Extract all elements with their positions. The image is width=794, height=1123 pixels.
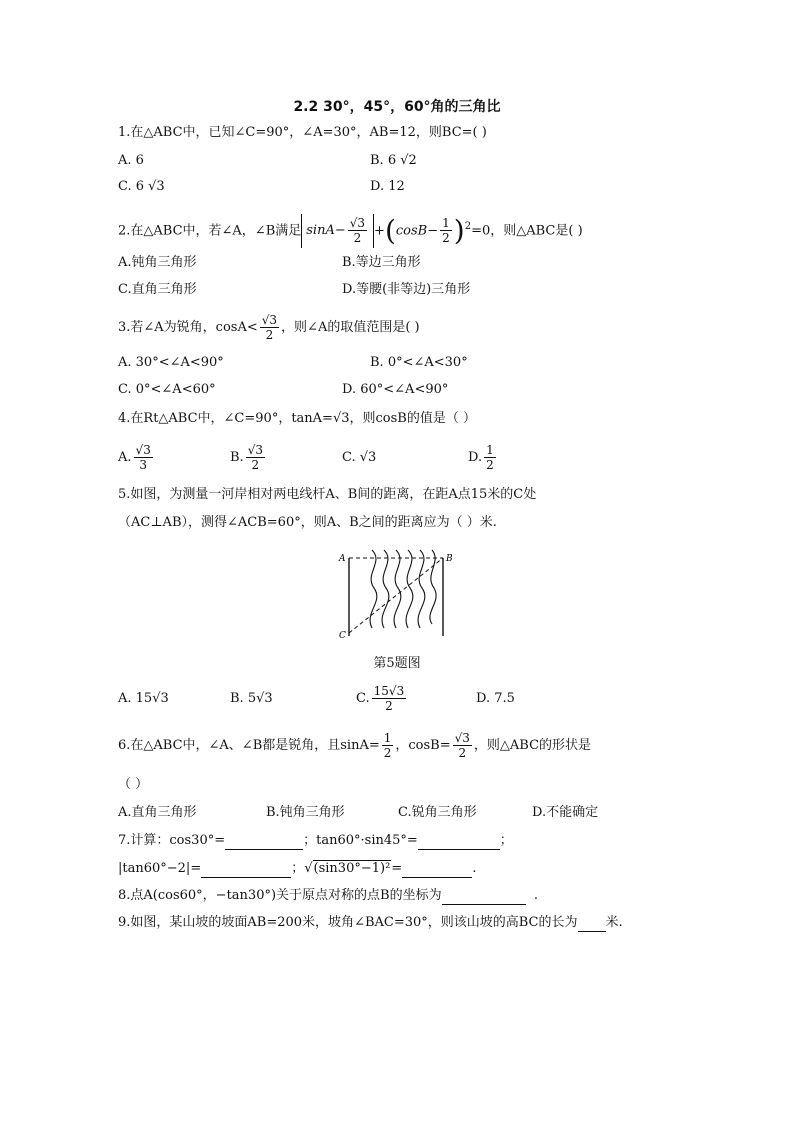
q5-c-three: 3	[396, 684, 405, 698]
q2-den: 2	[353, 230, 362, 245]
q4-a-num: 3	[143, 443, 151, 457]
q4-b-frac: $\frac{√3}{2}$	[247, 443, 263, 472]
q2-two: 2	[442, 231, 450, 246]
q7-sep: ；	[499, 833, 513, 848]
q2-option-a: A.钝角三角形	[118, 255, 197, 270]
q7-sqrt-expr: √(sin30°−1)²	[304, 861, 391, 876]
q3-frac-sqrt3-over-2: $\frac{√3}{2}$	[261, 313, 278, 342]
q1-option-c: C. 6 √3	[118, 179, 165, 194]
q3-stem	[118, 310, 420, 346]
q2-plus: +	[374, 223, 385, 239]
q5-line1: 5.如图，为测量一河岸相对两电线杆A、B间的距离，在距A点15米的C处	[118, 487, 537, 502]
q4-option-d	[468, 440, 498, 476]
q9-stem-post: 米.	[605, 915, 623, 930]
cb-dashed-line	[349, 558, 443, 633]
q2-sqrt3-num: 3	[357, 215, 366, 230]
q4-option-b-label: B.	[230, 450, 244, 465]
q1-option-a: A. 6	[118, 153, 144, 168]
q6-stem-post: ，则△ABC的形状是	[473, 738, 592, 753]
q6-option-a: A.直角三角形	[118, 805, 197, 820]
q9-stem	[118, 914, 623, 932]
q7-sqrt-arg: (sin30°−1)²	[313, 861, 391, 876]
q6-option-d: D.不能确定	[532, 805, 599, 820]
q7-blank-1[interactable]	[225, 835, 303, 850]
q4-option-a-label: A.	[118, 450, 132, 465]
q1-stem: 1.在△ABC中，已知∠C=90°，∠A=30°，AB=12，则BC=( )	[118, 125, 487, 140]
q8-period: .	[533, 888, 538, 903]
q8-blank[interactable]	[442, 890, 526, 905]
q7-line2	[118, 860, 476, 878]
q5-option-a: A. 15√3	[118, 691, 169, 706]
q5-c-frac: $\frac{15√3}{2}$	[373, 684, 405, 713]
q2-option-b: B.等边三角形	[342, 255, 421, 270]
q5-option-d: D. 7.5	[476, 691, 515, 706]
q5-line2: （AC⊥AB），测得∠ACB=60°，则A、B之间的距离应为（ ）米.	[118, 515, 497, 530]
q6-stem-mid: ，cosB=	[395, 738, 451, 753]
q3-den: 2	[265, 328, 274, 342]
q4-b-num: 3	[255, 443, 263, 457]
q5-river-figure	[336, 548, 462, 644]
q1-option-d: D. 12	[370, 179, 405, 194]
q7-eq: =	[391, 861, 403, 876]
q4-option-d-label: D.	[468, 450, 483, 465]
q7-sep2: ；	[291, 861, 305, 876]
q2-abs-expr	[301, 214, 374, 248]
q3-stem-post: ，则∠A的取值范围是( )	[281, 320, 420, 335]
q5-c-fifteen: 15	[373, 684, 389, 698]
q4-option-c: C. √3	[342, 450, 377, 465]
q9-stem-pre: 9.如图，某山坡的坡面AB=200米，坡角∠BAC=30°，则该山坡的高BC的长为	[118, 915, 578, 930]
q4-option-a	[118, 440, 155, 476]
q6-frac-1-2	[382, 731, 394, 760]
label-b: B	[446, 554, 453, 564]
q4-d-num: 1	[486, 443, 494, 457]
q6-stem-pre: 6.在△ABC中，∠A、∠B都是锐角，且sinA=	[118, 738, 380, 753]
river-waves	[370, 550, 436, 628]
q6-stem	[118, 728, 591, 764]
q5-option-c-label: C.	[356, 691, 370, 706]
q6-two-b: 2	[458, 746, 467, 760]
q8-stem-pre: 8.点A(cos60°，−tan30°)关于原点对称的点B的坐标为	[118, 888, 442, 903]
q6-one: 1	[383, 731, 392, 745]
q4-d-frac	[484, 443, 496, 472]
q2-cos-part: cosB−	[395, 223, 439, 239]
q7-blank-4[interactable]	[402, 863, 472, 878]
q4-b-den: 2	[251, 458, 260, 472]
q2-stem-pre: 2.在△ABC中，若∠A，∠B满足	[118, 223, 302, 239]
q2-stem	[118, 207, 583, 247]
q2-square: 2	[464, 221, 472, 232]
q7-line1	[118, 832, 513, 850]
q5-figure-caption: 第5题图	[373, 656, 421, 671]
q2-paren-open: (	[384, 213, 396, 247]
q2-sin-part: sinA−	[306, 222, 346, 238]
q3-option-d: D. 60°<∠A<90°	[342, 382, 449, 397]
q6-option-b: B.钝角三角形	[266, 805, 345, 820]
q3-option-b: B. 0°<∠A<30°	[370, 355, 468, 370]
q4-stem: 4.在Rt△ABC中，∠C=90°，tanA=√3，则cosB的值是（ ）	[118, 411, 476, 426]
q6-option-c: C.锐角三角形	[398, 805, 477, 820]
q5-option-b: B. 5√3	[230, 691, 273, 706]
q3-option-a: A. 30°<∠A<90°	[118, 355, 224, 370]
q6-answer-paren: （ ）	[118, 777, 149, 792]
q2-frac-sqrt3-over-2: $\frac{√3}{2}$	[349, 215, 366, 245]
page-title: 2.2 30°，45°，60°角的三角比	[293, 99, 501, 115]
q2-option-c: C.直角三角形	[118, 282, 197, 297]
q5-option-c	[356, 681, 408, 717]
q4-d-den: 2	[486, 458, 494, 472]
q3-stem-pre: 3.若∠A为锐角，cosA<	[118, 320, 258, 335]
q6-two: 2	[383, 746, 392, 760]
q4-option-b	[230, 440, 267, 476]
q5-c-den: 2	[385, 699, 393, 713]
q1-option-b: B. 6 √2	[370, 153, 417, 168]
q2-paren-close: )	[453, 213, 465, 247]
q2-stem-post: =0，则△ABC是( )	[471, 223, 583, 239]
q7-tan-sin-label: ；tan60°·sin45°=	[303, 833, 418, 848]
label-c: C	[339, 631, 346, 641]
q7-cos30-label: 7.计算：cos30°=	[118, 833, 226, 848]
q9-blank[interactable]	[578, 917, 606, 932]
q2-frac-1-over-2	[440, 216, 452, 245]
q4-a-frac: $\frac{√3}{3}$	[135, 443, 151, 472]
q7-period: .	[472, 861, 477, 876]
label-a: A	[339, 554, 346, 564]
q8-stem	[118, 887, 538, 905]
q2-option-d: D.等腰(非等边)三角形	[342, 282, 471, 297]
q4-a-den: 3	[139, 458, 147, 472]
q7-abs-label: |tan60°−2|=	[118, 861, 202, 876]
q6-frac-sqrt3-2: $\frac{√3}{2}$	[454, 731, 470, 760]
q3-sqrt3: 3	[269, 313, 278, 327]
q7-blank-2[interactable]	[418, 835, 500, 850]
q6-sqrt3: 3	[462, 731, 470, 745]
q7-blank-3[interactable]	[201, 863, 291, 878]
q3-option-c: C. 0°<∠A<60°	[118, 382, 216, 397]
q2-one: 1	[442, 216, 450, 231]
